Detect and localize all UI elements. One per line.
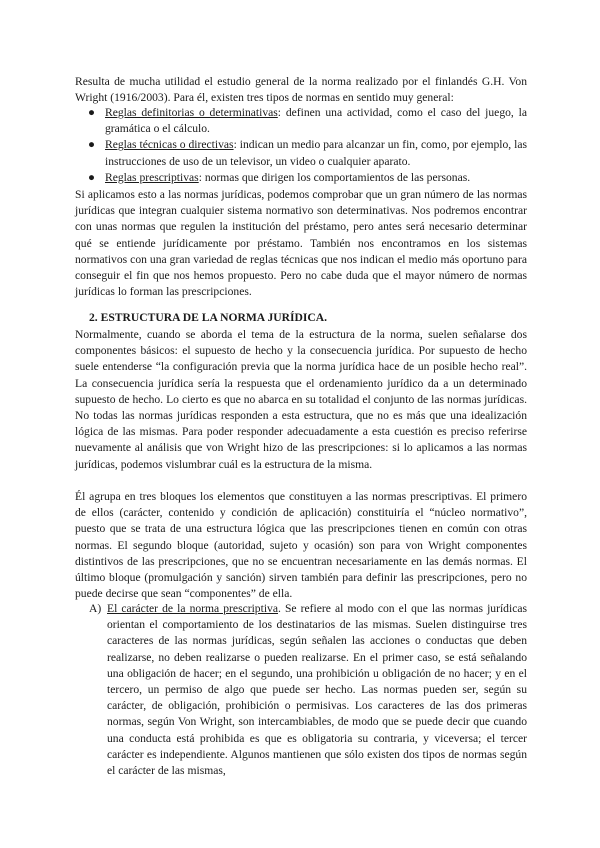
bullet-icon: ● — [88, 106, 96, 119]
application-paragraph: Si aplicamos esto a las normas jurídicas, podemos comprobar que un gran número de las normas jurídicas que integran cualquier sistema normativo son determinativas. Nos podremos encontrar con unas normas que regulen la institución del préstamo, pero antes será necesario determinar qué se entiende jurídicamente por préstamo. También nos encontramos en los sistemas normativos con una gran variedad de reglas técnicas que nos indican el medio más oportuno para conseguir el fin que nos hemos propuesto. Pero no cabe duda que el mayor número de normas jurídicas lo forman las prescripciones. — [75, 188, 527, 299]
list-item — [75, 137, 527, 169]
norm-types-list — [75, 105, 527, 186]
list-item-text: : normas que dirigen los comportamientos de las personas. — [198, 170, 471, 184]
alpha-marker: A) — [89, 602, 102, 615]
section-heading: 2. ESTRUCTURA DE LA NORMA JURÍDICA. — [89, 311, 328, 324]
blocks-paragraph: Él agrupa en tres bloques los elementos que constituyen a las normas prescriptivas. El primero de ellos (carácter, contenido y condición de aplicación) constituiría el “núcleo normativo”, puesto que se trata de una estructura lógica que las prescripciones tienen en común con otras normas. El segundo bloque (autoridad, sujeto y ocasión) son para von Wright componentes distintivos de las prescripciones, que no se encuentran necesariamente en las demás normas. El último bloque (promulgación y sanción) sirven también para definir las prescripciones, pero no puede decirse que sean “componentes” de ella. — [75, 490, 527, 601]
list-item-term: Reglas prescriptivas — [105, 170, 199, 184]
list-item-term: Reglas definitorias o determinativas — [105, 106, 278, 119]
bullet-icon: ● — [88, 170, 96, 184]
list-item-term: Reglas técnicas o directivas — [105, 138, 234, 152]
list-item-text: : definen una actividad, como el caso del juego, la gramática o el cálculo. — [105, 106, 527, 136]
alpha-list-item — [89, 601, 527, 779]
structure-paragraph: Normalmente, cuando se aborda el tema de la estructura de la norma, suelen señalarse dos componentes básicos: el supuesto de hecho y la consecuencia jurídica. Por supuesto de hecho suele entenderse “la configuración previa que la norma jurídica hace de un posible hecho real”. La consecuencia jurídica sería la respuesta que el ordenamiento jurídico da a un determinado supuesto de hecho. Lo cierto es que no abarca en su totalidad el conjunto de las normas jurídicas. No todas las normas jurídicas responden a esta estructura, que no es más que una idealización lógica de las mismas. Para poder responder adecuadamente a esta cuestión es preciso referirse nuevamente al análisis que von Wright hizo de las prescripciones: si lo aplicamos a las normas jurídicas, podemos vislumbrar cuál es la estructura de la misma. — [75, 328, 527, 471]
bullet-icon: ● — [88, 138, 96, 152]
intro-paragraph: Resulta de mucha utilidad el estudio general de la norma realizado por el finlandés G.H. Von Wright (1916/2003). Para él, existen tres tipos de normas en sentido muy general: — [75, 75, 527, 105]
alpha-item-text: . Se refiere al modo con el que las normas jurídicas orientan el comportamiento de los destinatarios de las mismas. Suelen distinguirse tres caracteres de las normas jurídicas, según señalen las acciones o conductas que deben realizarse, no deben realizarse o pueden realizarse. En el primer caso, se está señalando una obligación de hacer; en el segundo, una prohibición u obligación de no hacer; y en el tercero, un permiso de algo que puede ser hecho. Las normas pueden ser, según su carácter, de obligación, prohibición o permisivas. Los caracteres de las dos primeras normas, según Von Wright, son intercambiables, de modo que se puede decir que cuando una conducta está prohibida es que es obligatoria su contraria, y viceversa; el tercer carácter es independiente. Algunos mantienen que sólo existen dos tipos de normas según el carácter de las mismas, — [107, 602, 527, 778]
list-item — [75, 170, 527, 186]
list-item — [75, 105, 527, 137]
list-item-text: : indican un medio para alcanzar un fin, como, por ejemplo, las instrucciones de uso de un televisor, un video o cualquier aparato. — [105, 138, 527, 168]
alpha-item-term: El carácter de la norma prescriptiva — [107, 602, 278, 615]
